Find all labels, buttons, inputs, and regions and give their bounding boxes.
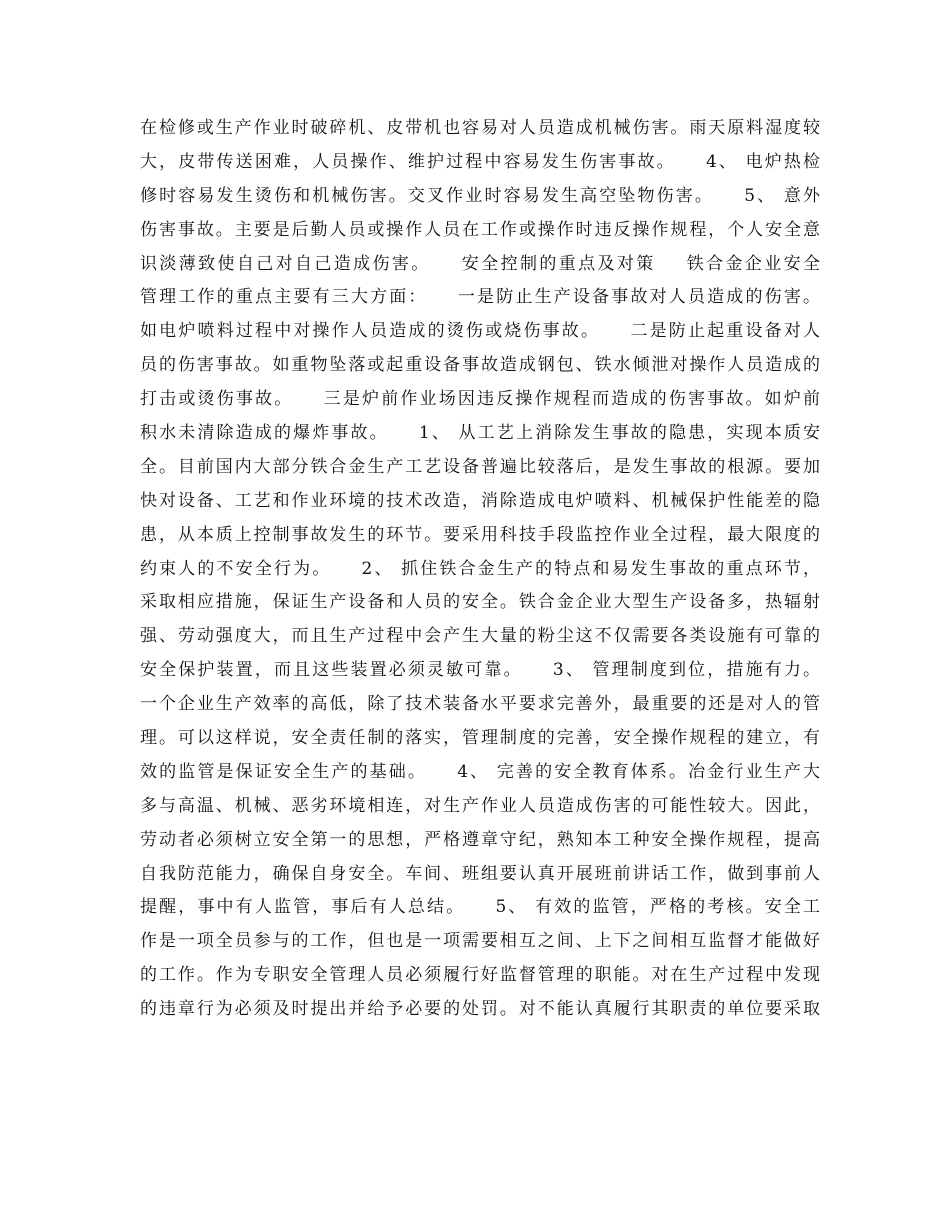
text-line: 打击或烫伤事故。 三是炉前作业场因违反操作规程而造成的伤害事故。如炉前 bbox=[140, 389, 820, 410]
text-line: 效的监管是保证安全生产的基础。 4、 完善的安全教育体系。冶金行业生产大 bbox=[140, 761, 820, 782]
text-line: 强、劳动强度大，而且生产过程中会产生大量的粉尘这不仅需要各类设施有可靠的 bbox=[140, 626, 820, 647]
text-line: 的违章行为必须及时提出并给予必要的处罚。对不能认真履行其职责的单位要采取 bbox=[140, 999, 820, 1020]
body-paragraph bbox=[140, 112, 820, 1027]
text-line: 大，皮带传送困难，人员操作、维护过程中容易发生伤害事故。 4、 电炉热检 bbox=[140, 151, 820, 172]
text-line: 多与高温、机械、恶劣环境相连，对生产作业人员造成伤害的可能性较大。因此， bbox=[140, 795, 820, 816]
text-line: 作是一项全员参与的工作，但也是一项需要相互之间、上下之间相互监督才能做好 bbox=[140, 931, 820, 952]
text-line: 安全保护装置，而且这些装置必须灵敏可靠。 3、 管理制度到位，措施有力。 bbox=[140, 660, 820, 681]
text-line: 一个企业生产效率的高低，除了技术装备水平要求完善外，最重要的还是对人的管 bbox=[140, 694, 820, 715]
text-line: 约束人的不安全行为。 2、 抓住铁合金生产的特点和易发生事故的重点环节， bbox=[140, 558, 820, 579]
text-line: 快对设备、工艺和作业环境的技术改造，消除造成电炉喷料、机械保护性能差的隐 bbox=[140, 490, 820, 511]
text-line: 患，从本质上控制事故发生的环节。要采用科技手段监控作业全过程，最大限度的 bbox=[140, 524, 820, 545]
text-line: 提醒，事中有人监管，事后有人总结。 5、 有效的监管，严格的考核。安全工 bbox=[140, 897, 820, 918]
text-line: 员的伤害事故。如重物坠落或起重设备事故造成钢包、铁水倾泄对操作人员造成的 bbox=[140, 355, 820, 376]
text-line: 识淡薄致使自己对自己造成伤害。 安全控制的重点及对策 铁合金企业安全 bbox=[140, 253, 820, 274]
text-line: 的工作。作为专职安全管理人员必须履行好监督管理的职能。对在生产过程中发现 bbox=[140, 965, 820, 986]
text-line: 自我防范能力，确保自身安全。车间、班组要认真开展班前讲话工作，做到事前人 bbox=[140, 863, 820, 884]
text-line: 管理工作的重点主要有三大方面： 一是防止生产设备事故对人员造成的伤害。 bbox=[140, 287, 820, 308]
text-line: 在检修或生产作业时破碎机、皮带机也容易对人员造成机械伤害。雨天原料湿度较 bbox=[140, 118, 820, 138]
text-line: 修时容易发生烫伤和机械伤害。交叉作业时容易发生高空坠物伤害。 5、 意外 bbox=[140, 185, 820, 206]
text-line: 如电炉喷料过程中对操作人员造成的烫伤或烧伤事故。 二是防止起重设备对人 bbox=[140, 321, 820, 342]
text-line: 采取相应措施，保证生产设备和人员的安全。铁合金企业大型生产设备多，热辐射 bbox=[140, 592, 820, 613]
text-line: 劳动者必须树立安全第一的思想，严格遵章守纪，熟知本工种安全操作规程，提高 bbox=[140, 829, 820, 850]
text-line: 全。目前国内大部分铁合金生产工艺设备普遍比较落后，是发生事故的根源。要加 bbox=[140, 456, 820, 477]
text-line: 积水未清除造成的爆炸事故。 1、 从工艺上消除发生事故的隐患，实现本质安 bbox=[140, 423, 820, 444]
text-line: 伤害事故。主要是后勤人员或操作人员在工作或操作时违反操作规程，个人安全意 bbox=[140, 219, 820, 240]
text-line: 理。可以这样说，安全责任制的落实，管理制度的完善，安全操作规程的建立，有 bbox=[140, 728, 820, 749]
